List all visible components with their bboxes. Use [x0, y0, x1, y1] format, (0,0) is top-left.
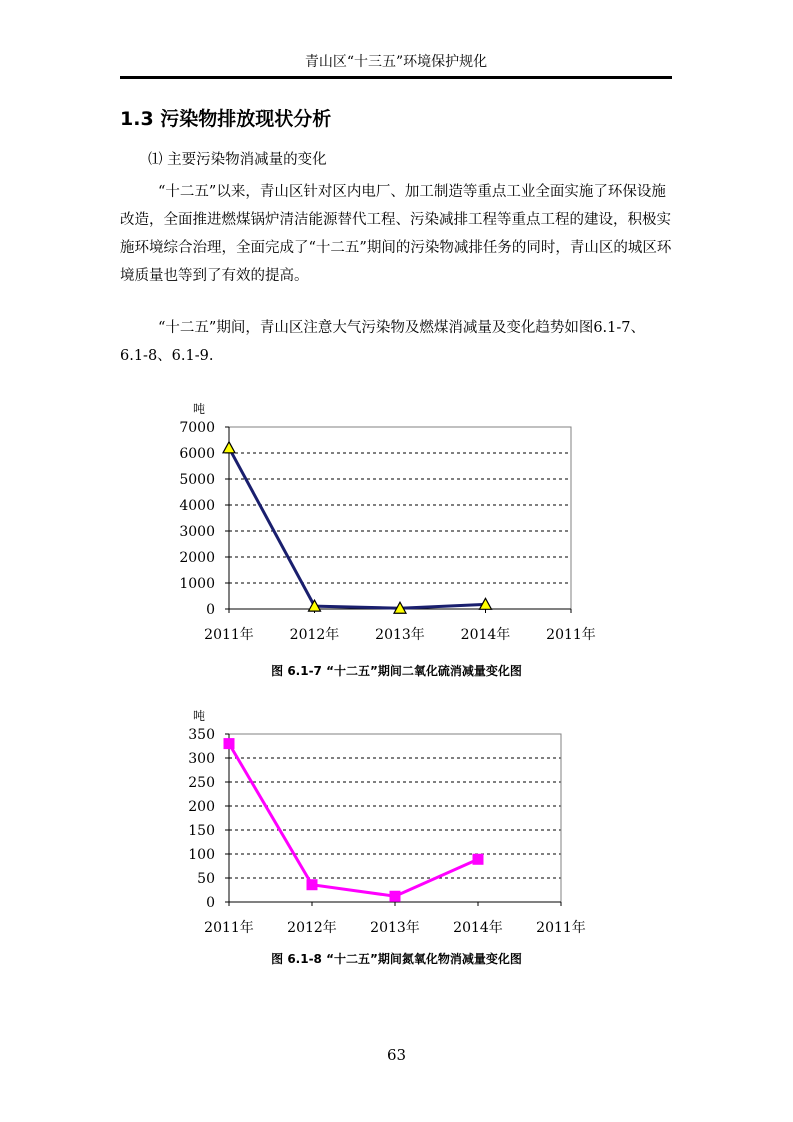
data-point — [473, 854, 484, 865]
so2-chart — [0, 398, 793, 654]
x-tick-label: 2013年 — [375, 627, 425, 643]
x-tick-label: 2014年 — [460, 627, 511, 643]
y-tick-label: 6000 — [179, 446, 215, 462]
running-header: 青山区“十三五”环境保护规化 — [304, 54, 488, 70]
x-tick-label: 2014年 — [453, 920, 503, 936]
x-tick-label: 2012年 — [289, 627, 340, 643]
subsection-title: ⑴ 主要污染物消减量的变化 — [148, 152, 327, 168]
header-rule — [120, 76, 672, 79]
y-tick-label: 5000 — [179, 472, 215, 488]
y-tick-label: 50 — [197, 871, 215, 887]
y-tick-label: 7000 — [179, 420, 215, 436]
series-line — [229, 744, 478, 897]
paragraph-2: “十二五”期间，青山区注意大气污染物及燃煤消减量及变化趋势如图6.1-7、6.1-8、6.1-9. — [120, 320, 646, 364]
y-tick-label: 0 — [206, 602, 215, 618]
x-tick-label: 2012年 — [287, 920, 337, 936]
x-tick-label: 2011年 — [204, 627, 254, 643]
y-tick-label: 1000 — [179, 576, 215, 592]
nox-chart — [0, 704, 793, 942]
y-tick-label: 2000 — [179, 550, 215, 566]
y-tick-label: 200 — [188, 799, 215, 815]
so2-chart-caption: 图 6.1-7 “十二五”期间二氧化硫消减量变化图 — [271, 664, 522, 678]
y-tick-label: 250 — [188, 775, 215, 791]
x-tick-label: 2011年 — [536, 920, 586, 936]
x-tick-label: 2011年 — [204, 920, 254, 936]
data-point — [224, 738, 235, 749]
y-tick-label: 150 — [188, 823, 215, 839]
paragraph-1: “十二五”以来，青山区针对区内电厂、加工制造等重点工业全面实施了环保设施改造，全面推进燃煤锅炉清洁能源替代工程、污染减排工程等重点工程的建设，积极实施环境综合治理，全面完成了“十二五”期间的污染物减排任务的同时，青山区的城区环境质量也等到了有效的提高。 — [120, 184, 672, 284]
series-line — [229, 448, 486, 608]
section-title: 1.3 污染物排放现状分析 — [120, 108, 332, 130]
y-unit-label: 吨 — [192, 709, 206, 723]
x-tick-label: 2013年 — [370, 920, 420, 936]
data-point — [307, 879, 318, 890]
data-point — [390, 891, 401, 902]
nox-chart-caption: 图 6.1-8 “十二五”期间氮氧化物消减量变化图 — [271, 952, 522, 966]
y-tick-label: 100 — [188, 847, 215, 863]
y-tick-label: 350 — [188, 727, 215, 743]
data-point — [223, 442, 235, 453]
y-tick-label: 0 — [206, 895, 215, 911]
y-tick-label: 300 — [188, 751, 215, 767]
page-number: 63 — [386, 1046, 407, 1064]
x-tick-label: 2011年 — [546, 627, 596, 643]
y-tick-label: 4000 — [179, 498, 215, 514]
y-unit-label: 吨 — [192, 402, 206, 416]
plot-frame — [229, 427, 571, 609]
y-tick-label: 3000 — [179, 524, 215, 540]
plot-frame — [229, 734, 561, 902]
